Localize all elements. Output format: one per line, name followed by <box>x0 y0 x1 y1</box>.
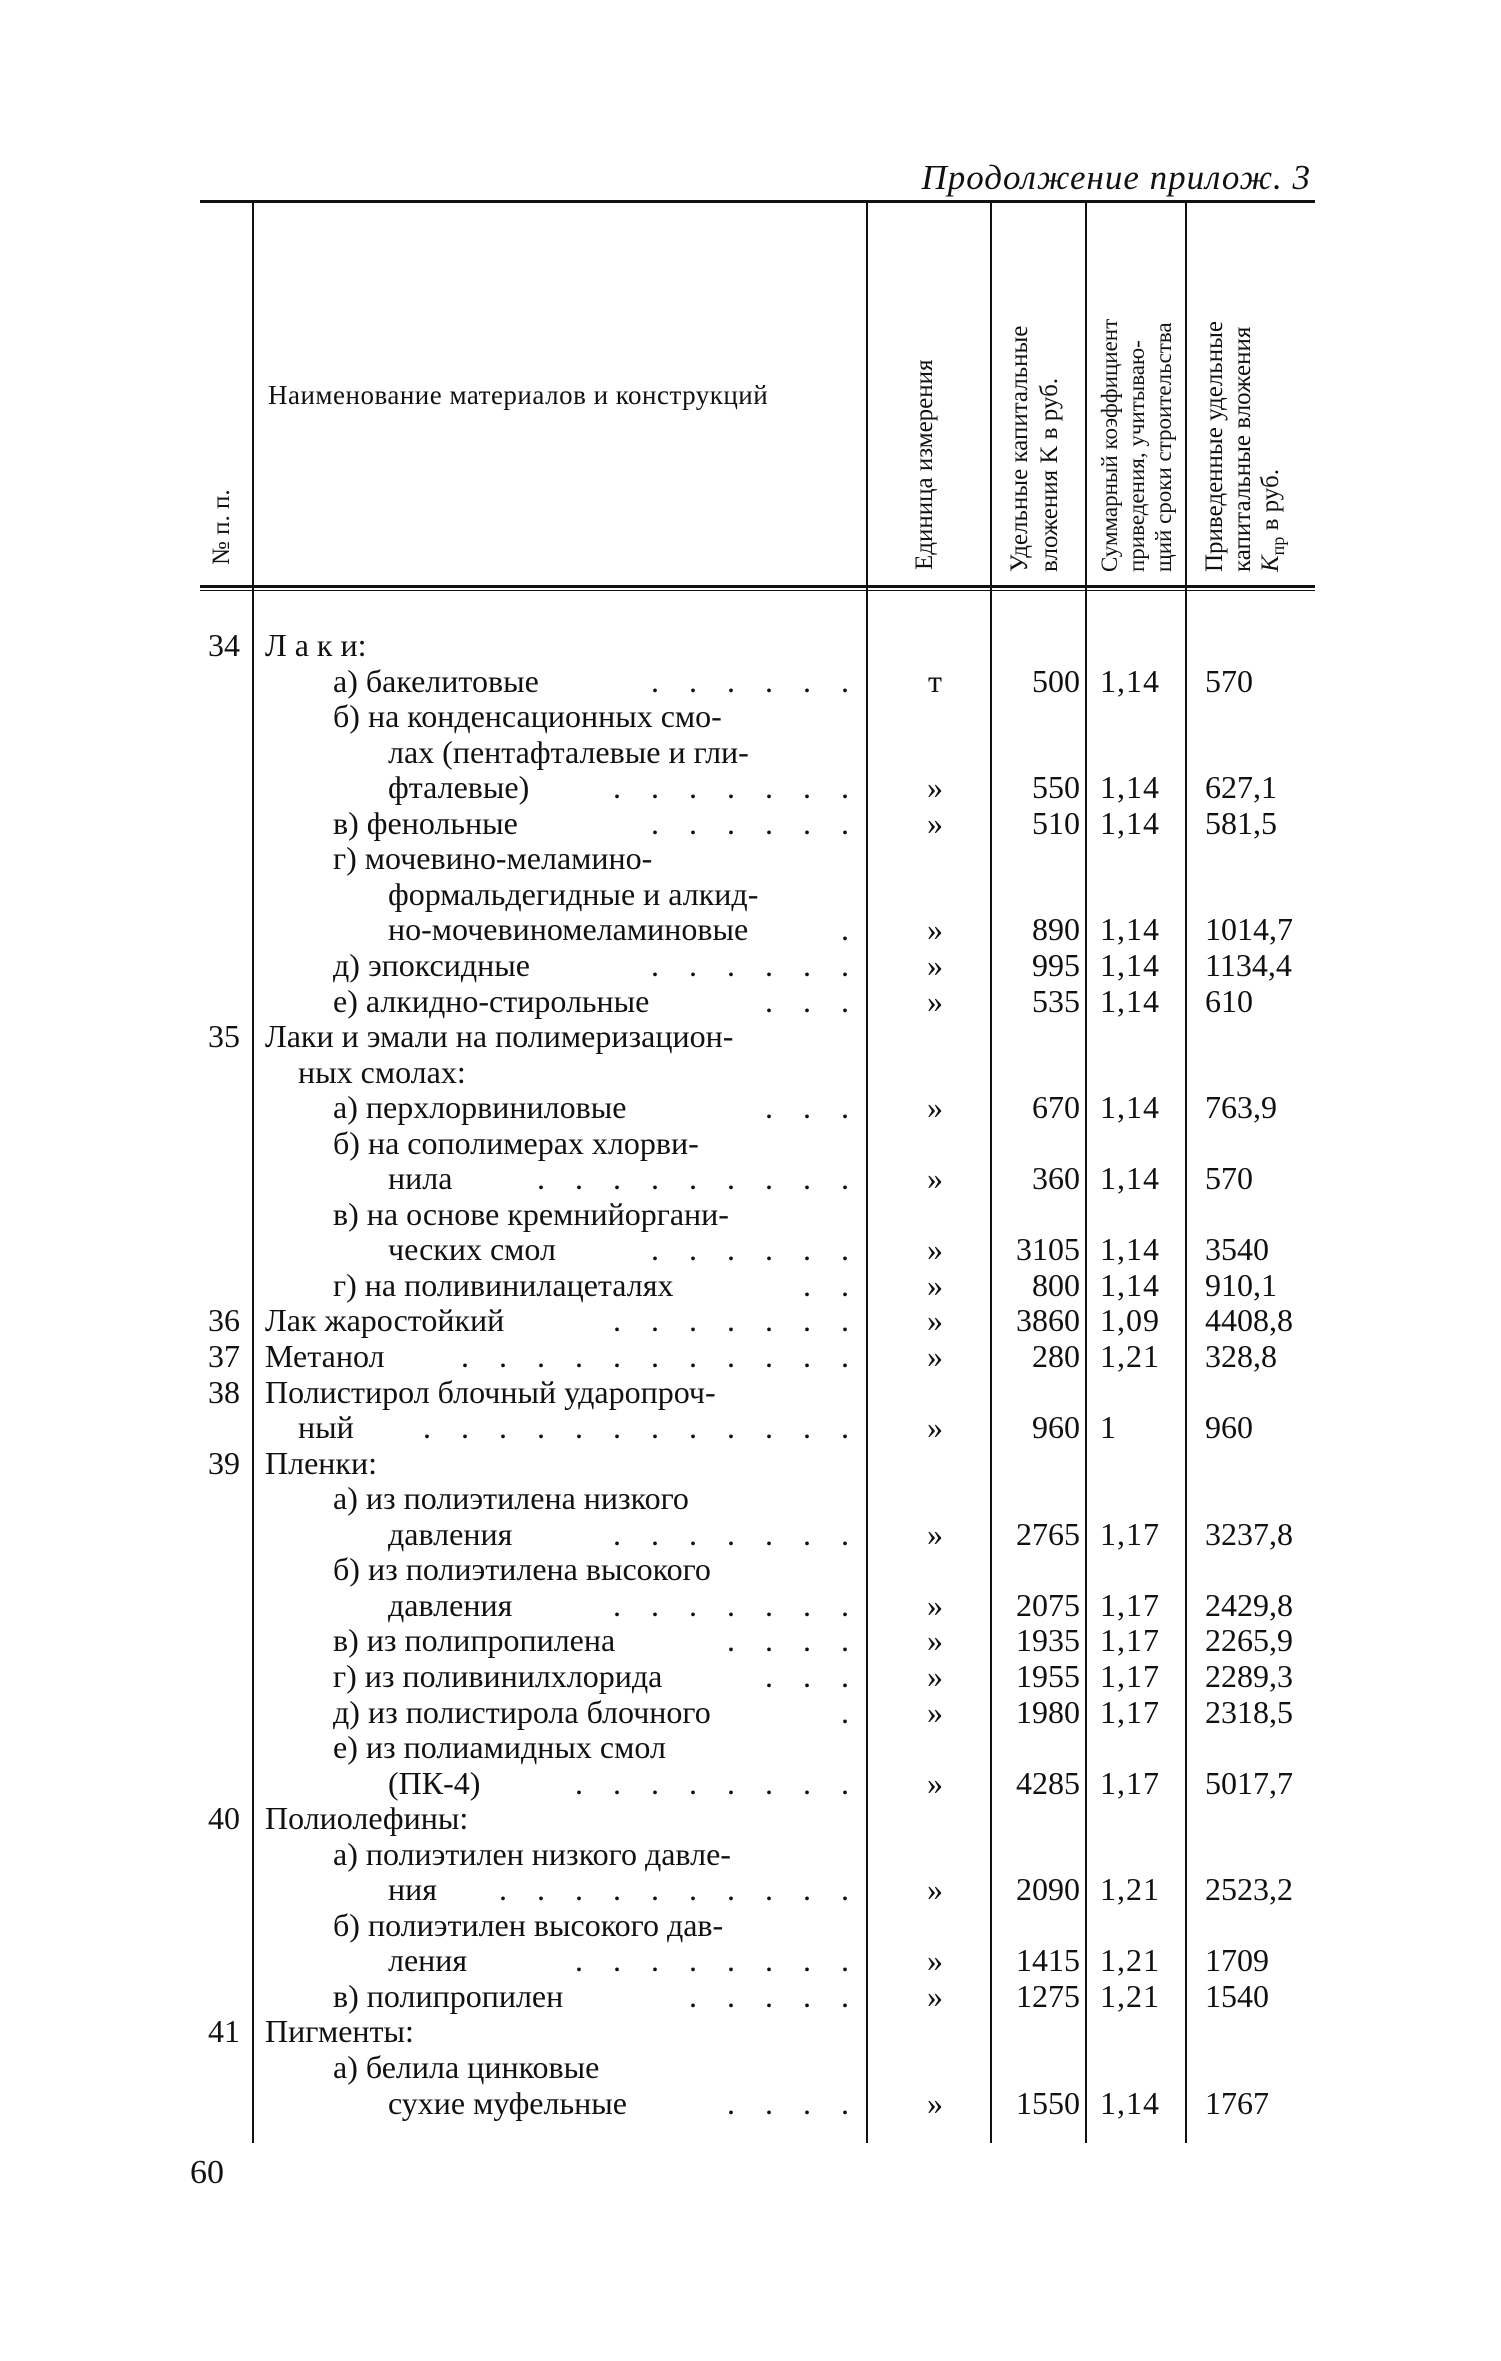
row-coefficient: 1,14 <box>1100 1231 1160 1268</box>
row-coefficient: 1,17 <box>1100 1515 1160 1552</box>
row-unit: » <box>927 769 943 806</box>
header-k-line1: Удельные капитальные <box>1006 325 1033 572</box>
row-unit: » <box>927 946 943 983</box>
leader-dots: . . . . . . . . . . . . <box>423 1409 860 1446</box>
row-capital: 670 <box>1032 1089 1080 1126</box>
row-name: лах (пентафталевые и гли- <box>388 733 749 770</box>
row-unit: » <box>927 1622 943 1659</box>
leader-dots: . . . . . . . <box>613 769 860 806</box>
table-row <box>0 1375 1501 1409</box>
table-row <box>0 1517 1501 1551</box>
table-row <box>0 628 1501 662</box>
row-unit: » <box>927 1657 943 1694</box>
leader-dots: . . . <box>765 982 860 1019</box>
table-row <box>0 1766 1501 1800</box>
row-unit: » <box>927 1089 943 1126</box>
header-bottom-rule-2 <box>200 590 1315 591</box>
row-unit: » <box>927 804 943 841</box>
table-row <box>0 1446 1501 1480</box>
row-unit: » <box>927 1693 943 1730</box>
row-name: сухие муфельные <box>388 2084 627 2121</box>
row-name: фталевые) <box>388 769 530 806</box>
row-coefficient: 1,21 <box>1100 1871 1160 1908</box>
row-name: б) на сополимерах хлорви- <box>333 1124 699 1161</box>
row-number: 35 <box>208 1018 240 1055</box>
leader-dots: . . . . . . . . . <box>537 1160 860 1197</box>
leader-dots: . . . <box>765 1657 860 1694</box>
row-number: 39 <box>208 1444 240 1481</box>
table-row <box>0 2086 1501 2120</box>
table-row <box>0 1055 1501 1089</box>
row-name: а) бакелитовые <box>333 662 539 699</box>
row-name: в) фенольные <box>333 804 518 841</box>
table-row <box>0 1481 1501 1515</box>
row-reduced: 570 <box>1205 1160 1253 1197</box>
table-row <box>0 984 1501 1018</box>
row-name: (ПК-4) <box>388 1764 481 1801</box>
row-capital: 995 <box>1032 946 1080 983</box>
row-coefficient: 1,14 <box>1100 769 1160 806</box>
row-reduced: 2318,5 <box>1205 1693 1293 1730</box>
row-capital: 535 <box>1032 982 1080 1019</box>
row-capital: 800 <box>1032 1266 1080 1303</box>
leader-dots: . <box>841 1693 860 1730</box>
row-name: но-мочевиномеламиновые <box>388 911 749 948</box>
row-unit: » <box>927 1977 943 2014</box>
table-row <box>0 1161 1501 1195</box>
table-row <box>0 1090 1501 1124</box>
row-name: Полиолефины: <box>265 1800 469 1837</box>
row-reduced: 3237,8 <box>1205 1515 1293 1552</box>
table-row <box>0 735 1501 769</box>
row-name: б) полиэтилен высокого дав- <box>333 1906 724 1943</box>
top-rule <box>200 200 1315 203</box>
leader-dots: . <box>841 911 860 948</box>
table-row <box>0 1126 1501 1160</box>
row-reduced: 960 <box>1205 1409 1253 1446</box>
row-capital: 1980 <box>1016 1693 1080 1730</box>
row-capital: 510 <box>1032 804 1080 841</box>
row-reduced: 1767 <box>1205 2084 1269 2121</box>
leader-dots: . . . . . . . <box>613 1586 860 1623</box>
header-num: № п. п. <box>208 489 235 565</box>
table-row <box>0 1872 1501 1906</box>
row-reduced: 328,8 <box>1205 1338 1277 1374</box>
row-reduced: 610 <box>1205 982 1253 1019</box>
leader-dots: . . . . <box>727 1622 860 1659</box>
row-reduced: 2429,8 <box>1205 1586 1293 1623</box>
row-capital: 280 <box>1032 1338 1080 1374</box>
row-reduced: 570 <box>1205 662 1253 699</box>
row-name: д) из полистирола блочного <box>333 1693 711 1730</box>
row-capital: 890 <box>1032 911 1080 948</box>
row-number: 41 <box>208 2013 240 2050</box>
row-coefficient: 1,17 <box>1100 1764 1160 1801</box>
leader-dots: . . . . . . . <box>613 1515 860 1552</box>
row-unit: » <box>927 1871 943 1908</box>
row-coefficient: 1,21 <box>1100 1338 1160 1374</box>
row-unit: » <box>927 2084 943 2121</box>
row-capital: 1550 <box>1016 2084 1080 2121</box>
row-reduced: 627,1 <box>1205 769 1277 806</box>
table-row <box>0 1410 1501 1444</box>
row-name: Пленки: <box>265 1444 377 1481</box>
row-coefficient: 1,17 <box>1100 1586 1160 1623</box>
table-row <box>0 948 1501 982</box>
page-number: 60 <box>190 2154 224 2191</box>
table-row <box>0 2014 1501 2048</box>
table-row <box>0 1837 1501 1871</box>
header-p-rub: в руб. <box>1257 469 1284 537</box>
row-capital: 2765 <box>1016 1515 1080 1552</box>
leader-dots: . . . . . <box>689 1977 860 2014</box>
row-reduced: 1709 <box>1205 1942 1269 1979</box>
leader-dots: . . . . . . . . . . <box>499 1871 860 1908</box>
table-row <box>0 1197 1501 1231</box>
row-coefficient: 1 <box>1100 1409 1117 1446</box>
row-capital: 2075 <box>1016 1586 1080 1623</box>
header-p-line2: капитальные вложения <box>1229 326 1256 572</box>
leader-dots: . . . . . . . <box>613 1302 860 1339</box>
table-row <box>0 1588 1501 1622</box>
leader-dots: . . . . <box>727 2084 860 2121</box>
leader-dots: . . . . . . <box>651 662 860 699</box>
row-reduced: 1540 <box>1205 1977 1269 2014</box>
row-capital: 360 <box>1032 1160 1080 1197</box>
leader-dots: . . <box>803 1266 860 1303</box>
row-capital: 3860 <box>1016 1302 1080 1339</box>
header-name: Наименование материалов и конструкций <box>268 380 769 410</box>
table-row <box>0 841 1501 875</box>
row-coefficient: 1,14 <box>1100 1266 1160 1303</box>
row-name: Пигменты: <box>265 2013 414 2050</box>
row-name: а) перхлорвиниловые <box>333 1089 627 1126</box>
row-name: е) алкидно-стирольные <box>333 982 650 1019</box>
table-row <box>0 1659 1501 1693</box>
row-coefficient: 1,14 <box>1100 662 1160 699</box>
row-unit: » <box>927 911 943 948</box>
leader-dots: . . . . . . . . <box>575 1764 860 1801</box>
row-capital: 1275 <box>1016 1977 1080 2014</box>
header-p-k: K <box>1257 555 1284 572</box>
row-coefficient: 1,14 <box>1100 1089 1160 1126</box>
row-coefficient: 1,14 <box>1100 2084 1160 2121</box>
row-number: 34 <box>208 627 240 663</box>
header-c-line3: щий сроки строительства <box>1151 322 1176 572</box>
table-row <box>0 1943 1501 1977</box>
row-coefficient: 1,14 <box>1100 946 1160 983</box>
row-unit: » <box>927 1231 943 1268</box>
table-row <box>0 1339 1501 1373</box>
row-name: а) из полиэтилена низкого <box>333 1480 689 1517</box>
row-coefficient: 1,14 <box>1100 804 1160 841</box>
row-capital: 4285 <box>1016 1764 1080 1801</box>
row-name: Метанол <box>265 1338 385 1374</box>
row-unit: » <box>927 1160 943 1197</box>
row-name: Полистирол блочный ударопроч- <box>265 1373 716 1410</box>
table-row <box>0 664 1501 698</box>
row-name: Лаки и эмали на полимеризацион- <box>265 1018 734 1055</box>
row-unit: т <box>928 662 942 699</box>
row-number: 36 <box>208 1302 240 1339</box>
row-reduced: 2265,9 <box>1205 1622 1293 1659</box>
row-name: г) из поливинилхлорида <box>333 1657 663 1694</box>
row-coefficient: 1,17 <box>1100 1657 1160 1694</box>
header-c-line1: Суммарный коэффициент <box>1097 318 1122 572</box>
row-capital: 1955 <box>1016 1657 1080 1694</box>
table-row <box>0 1730 1501 1764</box>
row-reduced: 910,1 <box>1205 1266 1277 1303</box>
row-capital: 1935 <box>1016 1622 1080 1659</box>
table-row <box>0 1303 1501 1337</box>
row-name: ческих смол <box>388 1231 556 1268</box>
row-unit: » <box>927 1764 943 1801</box>
row-name: формальдегидные и алкид- <box>388 875 759 912</box>
row-name: Лак жаростойкий <box>265 1302 505 1339</box>
row-reduced: 581,5 <box>1205 804 1277 841</box>
row-coefficient: 1,14 <box>1100 911 1160 948</box>
continuation-title: Продолжение прилож. 3 <box>921 158 1311 197</box>
table-row <box>0 699 1501 733</box>
table-row <box>0 770 1501 804</box>
row-name: г) на поливинилацеталях <box>333 1266 674 1303</box>
header-bottom-rule <box>200 585 1315 588</box>
table-row <box>0 1695 1501 1729</box>
header-unit: Единица измерения <box>911 359 938 570</box>
row-unit: » <box>927 1942 943 1979</box>
row-capital: 500 <box>1032 662 1080 699</box>
header-p-line3 <box>1256 469 1293 572</box>
row-coefficient: 1,17 <box>1100 1693 1160 1730</box>
table-row <box>0 1801 1501 1835</box>
row-reduced: 1014,7 <box>1205 911 1293 948</box>
row-capital: 1415 <box>1016 1942 1080 1979</box>
row-name: е) из полиамидных смол <box>333 1729 666 1766</box>
row-reduced: 1134,4 <box>1205 946 1292 983</box>
table-row <box>0 1232 1501 1266</box>
row-reduced: 4408,8 <box>1205 1302 1293 1339</box>
row-name: а) полиэтилен низкого давле- <box>333 1835 731 1872</box>
table-row <box>0 1019 1501 1053</box>
row-name: ный <box>298 1409 354 1446</box>
header-k-line2: вложения K в руб. <box>1036 377 1063 572</box>
row-name: г) мочевино-меламино- <box>333 840 653 877</box>
row-capital: 2090 <box>1016 1871 1080 1908</box>
row-unit: » <box>927 982 943 1019</box>
row-name: давления <box>388 1515 513 1552</box>
row-name: б) на конденсационных смо- <box>333 698 722 735</box>
row-name: ных смолах: <box>298 1053 466 1090</box>
row-name: ния <box>388 1871 437 1908</box>
table-row <box>0 877 1501 911</box>
row-reduced: 2289,3 <box>1205 1657 1293 1694</box>
table-row <box>0 1552 1501 1586</box>
header-p-sub: пр <box>1268 536 1288 556</box>
table-row <box>0 912 1501 946</box>
table-row <box>0 1908 1501 1942</box>
table-row <box>0 1623 1501 1657</box>
table-row <box>0 2050 1501 2084</box>
row-reduced: 2523,2 <box>1205 1871 1293 1908</box>
leader-dots: . . . <box>765 1089 860 1126</box>
row-number: 37 <box>208 1338 240 1374</box>
row-name: в) полипропилен <box>333 1977 564 2014</box>
row-unit: » <box>927 1338 943 1374</box>
row-coefficient: 1,14 <box>1100 982 1160 1019</box>
row-reduced: 3540 <box>1205 1231 1269 1268</box>
table-row <box>0 806 1501 840</box>
row-coefficient: 1,21 <box>1100 1942 1160 1979</box>
row-name: д) эпоксидные <box>333 946 530 983</box>
leader-dots: . . . . . . <box>651 946 860 983</box>
leader-dots: . . . . . . <box>651 804 860 841</box>
row-capital: 3105 <box>1016 1231 1080 1268</box>
row-reduced: 763,9 <box>1205 1089 1277 1126</box>
row-name: давления <box>388 1586 513 1623</box>
leader-dots: . . . . . . . . . . . <box>461 1338 860 1374</box>
row-name: ления <box>388 1942 468 1979</box>
leader-dots: . . . . . . <box>651 1231 860 1268</box>
header-p-line1: Приведенные удельные <box>1201 321 1228 572</box>
table-row <box>0 1979 1501 2013</box>
row-number: 40 <box>208 1800 240 1837</box>
row-name: Л а к и: <box>265 627 367 663</box>
row-coefficient: 1,09 <box>1100 1302 1160 1339</box>
row-coefficient: 1,14 <box>1100 1160 1160 1197</box>
row-name: нила <box>388 1160 453 1197</box>
leader-dots: . . . . . . . . <box>575 1942 860 1979</box>
row-unit: » <box>927 1409 943 1446</box>
row-unit: » <box>927 1515 943 1552</box>
table-row <box>0 1268 1501 1302</box>
row-unit: » <box>927 1266 943 1303</box>
row-capital: 960 <box>1032 1409 1080 1446</box>
row-unit: » <box>927 1586 943 1623</box>
row-name: в) из полипропилена <box>333 1622 616 1659</box>
row-capital: 550 <box>1032 769 1080 806</box>
row-unit: » <box>927 1302 943 1339</box>
row-coefficient: 1,17 <box>1100 1622 1160 1659</box>
row-coefficient: 1,21 <box>1100 1977 1160 2014</box>
row-reduced: 5017,7 <box>1205 1764 1293 1801</box>
row-name: в) на основе кремнийоргани- <box>333 1195 729 1232</box>
header-c-line2: приведения, учитываю- <box>1124 340 1149 572</box>
row-name: б) из полиэтилена высокого <box>333 1551 711 1588</box>
row-name: а) белила цинковые <box>333 2049 600 2085</box>
row-number: 38 <box>208 1373 240 1410</box>
